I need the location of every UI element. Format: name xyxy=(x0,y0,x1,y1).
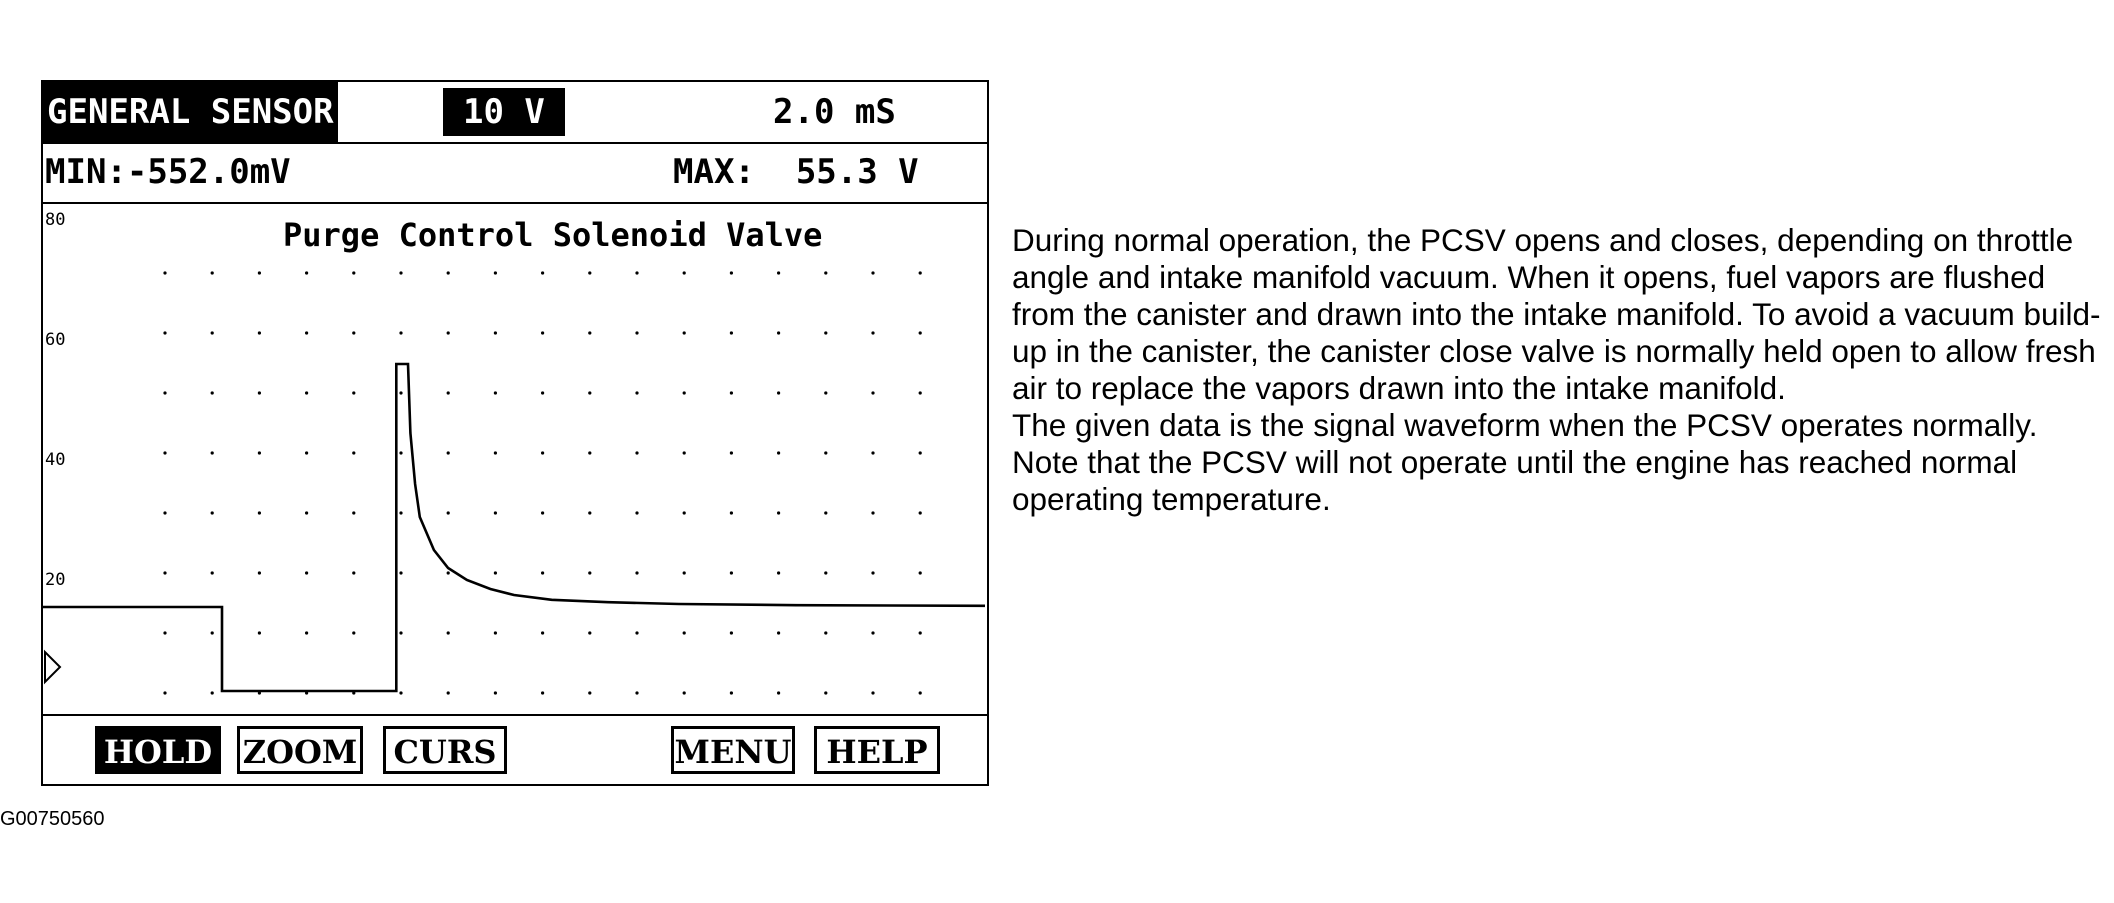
grid-dot xyxy=(163,331,166,334)
grid-dot xyxy=(447,331,450,334)
grid-dot xyxy=(919,691,922,694)
grid-dot xyxy=(683,271,686,274)
grid-dot xyxy=(824,511,827,514)
grid-dot xyxy=(588,331,591,334)
grid-dot xyxy=(163,451,166,454)
grid-dot xyxy=(163,631,166,634)
grid-dot xyxy=(494,631,497,634)
grid-dot xyxy=(494,451,497,454)
grid-dot xyxy=(399,691,402,694)
scope-screen xyxy=(41,80,989,786)
grid-dot xyxy=(211,331,214,334)
grid-dot xyxy=(399,571,402,574)
grid-dot xyxy=(494,571,497,574)
grid-dot xyxy=(305,511,308,514)
description-paragraph-2: The given data is the signal waveform when the PCSV operates normally. Note that the PCSV will not operate until the engine has reached normal operating temperature. xyxy=(1012,407,2038,517)
grid-dot xyxy=(258,331,261,334)
y-tick-labels xyxy=(45,210,65,590)
grid-dot xyxy=(588,631,591,634)
max-readout: MAX: 55.3 V xyxy=(673,152,919,192)
grid-dot xyxy=(635,451,638,454)
scope-header-row xyxy=(43,82,987,144)
grid-dot xyxy=(824,331,827,334)
grid-dot xyxy=(824,391,827,394)
grid-dot xyxy=(163,511,166,514)
grid-dot xyxy=(494,511,497,514)
y-tick-label: 40 xyxy=(45,450,66,470)
grid-dot xyxy=(541,331,544,334)
grid-dot xyxy=(730,511,733,514)
grid-dot xyxy=(777,511,780,514)
description-text xyxy=(1012,222,2107,518)
figure-id: G00750560 xyxy=(0,808,105,830)
grid-dot xyxy=(258,511,261,514)
grid-dot xyxy=(730,691,733,694)
grid-dot xyxy=(824,691,827,694)
grid-dot xyxy=(824,451,827,454)
series-layer xyxy=(43,364,985,691)
min-readout: MIN:-552.0mV xyxy=(45,152,291,192)
grid-dot xyxy=(777,391,780,394)
grid-dot xyxy=(919,451,922,454)
grid-dot xyxy=(211,271,214,274)
grid-dot xyxy=(494,691,497,694)
grid-dot xyxy=(588,451,591,454)
y-tick-label: 60 xyxy=(45,330,66,350)
y-tick-label: 80 xyxy=(45,210,66,230)
grid-dot xyxy=(588,271,591,274)
grid-dot xyxy=(683,691,686,694)
grid-dot xyxy=(919,391,922,394)
grid-dot xyxy=(258,451,261,454)
grid-dot xyxy=(730,451,733,454)
grid-dot xyxy=(541,451,544,454)
grid-dot xyxy=(588,391,591,394)
grid-dot xyxy=(211,391,214,394)
grid-dot xyxy=(777,271,780,274)
grid-dot xyxy=(777,631,780,634)
grid-dot xyxy=(730,571,733,574)
grid-dot xyxy=(399,331,402,334)
grid-dot xyxy=(871,451,874,454)
grid-dot xyxy=(494,331,497,334)
grid-dot xyxy=(447,511,450,514)
grid-dot xyxy=(683,511,686,514)
grid-dot xyxy=(352,331,355,334)
grid-dot xyxy=(447,271,450,274)
zero-marker-icon xyxy=(45,652,60,682)
grid-dot xyxy=(730,631,733,634)
grid-dot xyxy=(399,511,402,514)
grid-dot xyxy=(163,271,166,274)
grid-dot xyxy=(163,691,166,694)
grid-dot xyxy=(588,511,591,514)
softkey-hold-button[interactable]: HOLD xyxy=(95,726,221,774)
grid-dot xyxy=(352,391,355,394)
grid-dot xyxy=(777,451,780,454)
grid-dot xyxy=(871,571,874,574)
grid-dot xyxy=(871,511,874,514)
grid-dot xyxy=(447,631,450,634)
mode-label[interactable]: GENERAL SENSOR xyxy=(43,82,338,142)
softkey-help-button[interactable]: HELP xyxy=(814,726,940,774)
grid-dot xyxy=(730,271,733,274)
grid-dot xyxy=(541,271,544,274)
grid-dot xyxy=(683,331,686,334)
grid-dot xyxy=(399,451,402,454)
grid-dot xyxy=(447,391,450,394)
y-tick-label: 20 xyxy=(45,570,66,590)
softkey-zoom-button[interactable]: ZOOM xyxy=(237,726,363,774)
grid-dot xyxy=(447,691,450,694)
series-line xyxy=(43,364,985,691)
grid-dot xyxy=(211,571,214,574)
grid-dot xyxy=(211,511,214,514)
grid-dot xyxy=(258,571,261,574)
grid-dot xyxy=(211,451,214,454)
grid-dots xyxy=(163,271,921,694)
grid-dot xyxy=(824,271,827,274)
grid-dot xyxy=(635,631,638,634)
grid-dot xyxy=(352,631,355,634)
softkey-bar xyxy=(43,714,987,786)
grid-dot xyxy=(305,631,308,634)
grid-dot xyxy=(635,571,638,574)
grid-dot xyxy=(871,271,874,274)
grid-dot xyxy=(258,391,261,394)
grid-dot xyxy=(447,451,450,454)
grid-dot xyxy=(871,691,874,694)
grid-dot xyxy=(541,631,544,634)
grid-dot xyxy=(399,271,402,274)
grid-dot xyxy=(541,691,544,694)
grid-dot xyxy=(777,691,780,694)
grid-dot xyxy=(211,691,214,694)
grid-dot xyxy=(305,271,308,274)
grid-dot xyxy=(163,391,166,394)
grid-dot xyxy=(163,571,166,574)
grid-dot xyxy=(635,391,638,394)
grid-dot xyxy=(211,631,214,634)
grid-dot xyxy=(258,631,261,634)
timebase-label[interactable]: 2.0 mS xyxy=(773,92,896,132)
grid-dot xyxy=(635,511,638,514)
softkey-menu-button[interactable]: MENU xyxy=(671,726,795,774)
grid-dot xyxy=(305,391,308,394)
grid-dot xyxy=(824,571,827,574)
scope-minmax-row xyxy=(43,142,987,204)
grid-dot xyxy=(541,391,544,394)
grid-dot xyxy=(824,631,827,634)
grid-dot xyxy=(352,511,355,514)
grid-dot xyxy=(683,451,686,454)
grid-dot xyxy=(541,571,544,574)
grid-dot xyxy=(777,571,780,574)
softkey-curs-button[interactable]: CURS xyxy=(383,726,507,774)
grid-dot xyxy=(777,331,780,334)
grid-dot xyxy=(399,631,402,634)
grid-dot xyxy=(871,391,874,394)
grid-dot xyxy=(494,271,497,274)
grid-dot xyxy=(352,451,355,454)
grid-dot xyxy=(399,391,402,394)
grid-dot xyxy=(588,691,591,694)
voltage-range-label[interactable]: 10 V xyxy=(443,88,565,136)
grid-dot xyxy=(541,511,544,514)
description-paragraph-1: During normal operation, the PCSV opens and closes, depending on throttle angle and intake manifold vacuum. When it opens, fuel vapors are flushed from the canister and drawn into the intake manifold. To avoid a vacuum build-up in the canister, the canister close valve is normally held open to allow fresh air to replace the vapors drawn into the intake manifold. xyxy=(1012,222,2101,406)
waveform-plot xyxy=(43,204,987,714)
grid-dot xyxy=(635,271,638,274)
grid-dot xyxy=(352,271,355,274)
grid-dot xyxy=(305,451,308,454)
grid-dot xyxy=(258,271,261,274)
chart-title: Purge Control Solenoid Valve xyxy=(283,216,823,254)
grid-dot xyxy=(871,631,874,634)
grid-dot xyxy=(919,331,922,334)
grid-dot xyxy=(588,571,591,574)
grid-dot xyxy=(919,271,922,274)
grid-dot xyxy=(494,391,497,394)
grid-dot xyxy=(730,391,733,394)
grid-dot xyxy=(871,331,874,334)
grid-dot xyxy=(683,571,686,574)
grid-dot xyxy=(683,631,686,634)
grid-dot xyxy=(919,511,922,514)
grid-dot xyxy=(447,571,450,574)
grid-dot xyxy=(683,391,686,394)
grid-dot xyxy=(635,331,638,334)
grid-dot xyxy=(730,331,733,334)
grid-dot xyxy=(305,331,308,334)
grid-dot xyxy=(352,571,355,574)
grid-dot xyxy=(919,571,922,574)
grid-dot xyxy=(305,571,308,574)
grid-dot xyxy=(919,631,922,634)
grid-dot xyxy=(635,691,638,694)
